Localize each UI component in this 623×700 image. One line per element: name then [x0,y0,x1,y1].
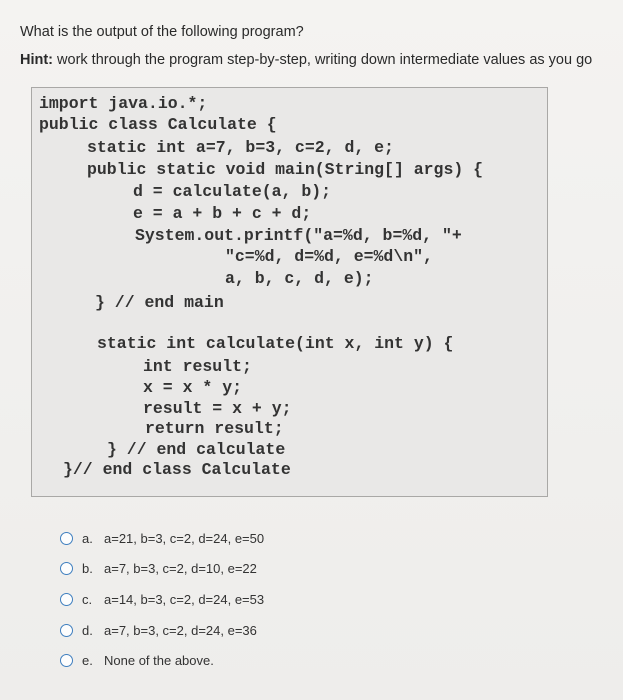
radio-button-icon[interactable] [60,593,73,606]
code-line: result = x + y; [143,399,292,418]
option-label: None of the above. [104,652,214,668]
code-line: }// end class Calculate [63,460,291,479]
code-line: d = calculate(a, b); [133,182,332,201]
option-letter: a. [82,530,93,546]
code-line: } // end calculate [107,440,286,459]
hint-body: work through the program step-by-step, writing down intermediate values as you go [53,52,593,68]
question-text: What is the output of the following program? [20,24,304,40]
code-line: } // end main [95,293,224,312]
radio-button-icon[interactable] [60,532,73,545]
hint-text [20,52,623,68]
option-label: a=7, b=3, c=2, d=10, e=22 [104,560,257,576]
code-line: a, b, c, d, e); [225,269,374,288]
option-label: a=21, b=3, c=2, d=24, e=50 [104,530,265,546]
code-line: "c=%d, d=%d, e=%d\n", [225,247,433,266]
option-a[interactable] [60,528,264,548]
option-letter: d. [82,622,93,638]
option-d[interactable] [60,620,257,640]
code-line: public class Calculate { [39,115,277,134]
radio-button-icon[interactable] [60,624,73,637]
code-line: System.out.printf("a=%d, b=%d, "+ [135,226,462,245]
option-letter: e. [82,652,93,668]
option-c[interactable] [60,589,264,609]
code-line: static int calculate(int x, int y) { [97,334,454,353]
code-line: static int a=7, b=3, c=2, d, e; [87,138,394,157]
option-letter: c. [82,591,93,607]
option-e[interactable] [60,650,214,670]
code-line: x = x * y; [143,378,243,397]
radio-button-icon[interactable] [60,562,73,575]
code-line: public static void main(String[] args) { [87,160,484,179]
option-label: a=14, b=3, c=2, d=24, e=53 [104,591,265,607]
hint-label: Hint: [20,52,54,68]
option-letter: b. [82,560,93,576]
code-line: import java.io.*; [39,94,208,113]
radio-button-icon[interactable] [60,654,73,667]
code-line: return result; [145,419,284,438]
code-block [31,87,548,497]
option-label: a=7, b=3, c=2, d=24, e=36 [104,622,257,638]
code-line: int result; [143,357,252,376]
code-line: e = a + b + c + d; [133,204,312,223]
option-b[interactable] [60,558,257,578]
